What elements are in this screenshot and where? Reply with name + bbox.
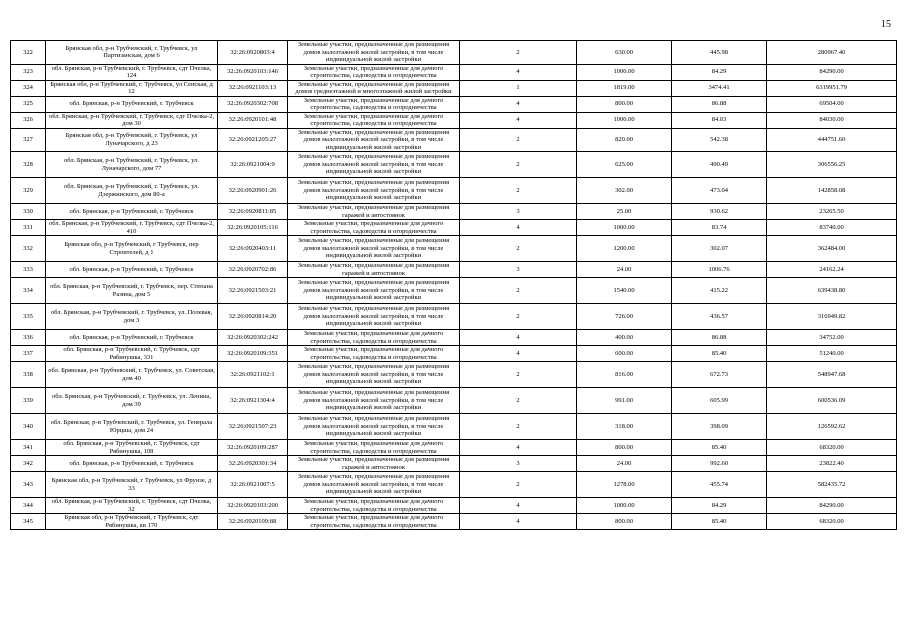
cadastral-number-cell: 32:26:0921007:5: [218, 472, 288, 498]
row-number-cell: 341: [11, 440, 46, 456]
group-cell: 2: [460, 41, 577, 65]
row-number-cell: 330: [11, 204, 46, 220]
specific-value-cell: 85.40: [672, 440, 767, 456]
area-cell: 630.00: [577, 41, 672, 65]
group-cell: 4: [460, 330, 577, 346]
specific-value-cell: 930.62: [672, 204, 767, 220]
table-row: [11, 178, 897, 204]
cadastral-value-cell: 84290.00: [767, 498, 897, 514]
group-cell: 2: [460, 152, 577, 178]
table-row: [11, 128, 897, 152]
cadastral-value-cell: 83740.00: [767, 220, 897, 236]
group-cell: 3: [460, 204, 577, 220]
cadastral-number-cell: 32:26:0920103:200: [218, 498, 288, 514]
address-cell: обл. Брянская, р-н Трубчевский, г. Трубчевск, сдт Пчелка, 32: [46, 498, 218, 514]
table-row: [11, 514, 897, 530]
table-row: [11, 236, 897, 262]
land-use-cell: Земельные участки, предназначенные для дачного строительства, садоводства и огородничества: [288, 112, 460, 128]
address-cell: обл. Брянская, р-н Трубчевский, г. Трубчевск, пер. Степана Разина, дом 5: [46, 278, 218, 304]
specific-value-cell: 455.74: [672, 472, 767, 498]
cadastral-table: [10, 40, 897, 530]
specific-value-cell: 473.04: [672, 178, 767, 204]
group-cell: 2: [460, 304, 577, 330]
group-cell: 2: [460, 414, 577, 440]
area-cell: 1200.00: [577, 236, 672, 262]
address-cell: обл. Брянская, р-н Трубчевский, г. Трубчевск, сдт Рябинушка, 331: [46, 346, 218, 362]
table-row: [11, 220, 897, 236]
table-row: [11, 278, 897, 304]
specific-value-cell: 302.07: [672, 236, 767, 262]
row-number-cell: 334: [11, 278, 46, 304]
land-use-cell: Земельные участки, предназначенные для дачного строительства, садоводства и огородничества: [288, 440, 460, 456]
row-number-cell: 338: [11, 362, 46, 388]
cadastral-number-cell: 32:26:0921004:9: [218, 152, 288, 178]
specific-value-cell: 84.29: [672, 498, 767, 514]
address-cell: обл. Брянская, р-н Трубчевский, г. Трубчевск, ул. Советская, дом 40: [46, 362, 218, 388]
cadastral-number-cell: 32:26:0920103:146: [218, 64, 288, 80]
specific-value-cell: 398.09: [672, 414, 767, 440]
cadastral-value-cell: 444751.60: [767, 128, 897, 152]
land-use-cell: Земельные участки, предназначенные для размещения домов малоэтажной жилой застройки, в том числе индивидуальной жилой застройки: [288, 41, 460, 65]
cadastral-value-cell: 306556.25: [767, 152, 897, 178]
address-cell: обл. Брянская, р-н Трубчевский, г. Трубчевск: [46, 456, 218, 472]
table-row: [11, 472, 897, 498]
land-use-cell: Земельные участки, предназначенные для дачного строительства, садоводства и огородничества: [288, 96, 460, 112]
address-cell: обл. Брянская, р-н Трубчевский, г. Трубчевск, сдт Пчелка, 124: [46, 64, 218, 80]
group-cell: 4: [460, 220, 577, 236]
cadastral-value-cell: 51240.00: [767, 346, 897, 362]
table-row: [11, 204, 897, 220]
row-number-cell: 329: [11, 178, 46, 204]
row-number-cell: 344: [11, 498, 46, 514]
group-cell: 4: [460, 498, 577, 514]
cadastral-number-cell: 32:26:0921103:13: [218, 80, 288, 96]
table-row: [11, 64, 897, 80]
land-use-cell: Земельные участки, предназначенные для дачного строительства, садоводства и огородничества: [288, 346, 460, 362]
group-cell: 2: [460, 128, 577, 152]
area-cell: 1819.00: [577, 80, 672, 96]
cadastral-value-cell: 582435.72: [767, 472, 897, 498]
address-cell: Брянская обл, р-н Трубчевский, г Трубчевск, пер Строителей, д 1: [46, 236, 218, 262]
specific-value-cell: 542.38: [672, 128, 767, 152]
group-cell: 2: [460, 236, 577, 262]
land-use-cell: Земельные участки, предназначенные для дачного строительства, садоводства и огородничества: [288, 498, 460, 514]
area-cell: 600.00: [577, 346, 672, 362]
cadastral-value-cell: 639438.80: [767, 278, 897, 304]
area-cell: 24.00: [577, 262, 672, 278]
table-row: [11, 112, 897, 128]
address-cell: обл. Брянская, р-н Трубчевский, г. Трубчевск, сдт Пчелка-2, дом 30: [46, 112, 218, 128]
group-cell: 2: [460, 388, 577, 414]
cadastral-value-cell: 362484.00: [767, 236, 897, 262]
table-row: [11, 262, 897, 278]
land-use-cell: Земельные участки, предназначенные для размещения домов малоэтажной жилой застройки, в том числе индивидуальной жилой застройки: [288, 362, 460, 388]
area-cell: 726.00: [577, 304, 672, 330]
address-cell: обл. Брянская, р-н Трубчевский, г. Трубчевск, ул. Ленина, дом 39: [46, 388, 218, 414]
cadastral-number-cell: 32:26:0921503:21: [218, 278, 288, 304]
area-cell: 800.00: [577, 96, 672, 112]
row-number-cell: 326: [11, 112, 46, 128]
cadastral-number-cell: 32:26:0920105:116: [218, 220, 288, 236]
cadastral-value-cell: 84290.00: [767, 64, 897, 80]
group-cell: 3: [460, 456, 577, 472]
table-row: [11, 346, 897, 362]
cadastral-value-cell: 548947.68: [767, 362, 897, 388]
address-cell: обл. Брянская, р-н Трубчевский, г. Трубчевск, сдт Пчелка-2, 410: [46, 220, 218, 236]
cadastral-number-cell: 32:26:0921304:4: [218, 388, 288, 414]
address-cell: обл. Брянская, р-н Трубчевский, г. Трубчевск: [46, 96, 218, 112]
specific-value-cell: 84.29: [672, 64, 767, 80]
cadastral-number-cell: 32:26:0920109:351: [218, 346, 288, 362]
address-cell: Брянская обл, р-н Трубчевский, г. Трубчевск, ул Партизанская, дом 6: [46, 41, 218, 65]
cadastral-number-cell: 32:26:0920901:26: [218, 178, 288, 204]
cadastral-number-cell: 32:26:0920814:20: [218, 304, 288, 330]
cadastral-value-cell: 68320.00: [767, 514, 897, 530]
row-number-cell: 332: [11, 236, 46, 262]
land-use-cell: Земельные участки, предназначенные для размещения домов среднеэтажной и многоэтажной жилой застройки: [288, 80, 460, 96]
specific-value-cell: 415.22: [672, 278, 767, 304]
group-cell: 4: [460, 64, 577, 80]
page-number: 15: [881, 19, 891, 30]
address-cell: Брянская обл, р-н Трубчевский, г Трубчевск, сдт Рябинушка, кв 170: [46, 514, 218, 530]
cadastral-value-cell: 126592.62: [767, 414, 897, 440]
area-cell: 991.00: [577, 388, 672, 414]
specific-value-cell: 86.88: [672, 96, 767, 112]
group-cell: 2: [460, 278, 577, 304]
cadastral-number-cell: 32:26:0920302:708: [218, 96, 288, 112]
cadastral-value-cell: 280967.40: [767, 41, 897, 65]
group-cell: 2: [460, 362, 577, 388]
cadastral-number-cell: 32:26:0920109:88: [218, 514, 288, 530]
cadastral-number-cell: 32:26:0921205:27: [218, 128, 288, 152]
table-row: [11, 330, 897, 346]
table-row: [11, 304, 897, 330]
land-use-cell: Земельные участки, предназначенные для размещения домов малоэтажной жилой застройки, в том числе индивидуальной жилой застройки: [288, 178, 460, 204]
address-cell: обл. Брянская, р-н Трубчевский, г. Трубчевск: [46, 330, 218, 346]
area-cell: 1000.00: [577, 498, 672, 514]
specific-value-cell: 992.60: [672, 456, 767, 472]
land-use-cell: Земельные участки, предназначенные для дачного строительства, садоводства и огородничества: [288, 220, 460, 236]
cadastral-number-cell: 32:26:0920109:287: [218, 440, 288, 456]
area-cell: 1278.00: [577, 472, 672, 498]
area-cell: 1000.00: [577, 64, 672, 80]
cadastral-value-cell: 34752.00: [767, 330, 897, 346]
address-cell: обл. Брянская, р-н Трубчевский, г. Трубчевск, сдт Рябинушка, 108: [46, 440, 218, 456]
cadastral-value-cell: 600536.09: [767, 388, 897, 414]
table-row: [11, 362, 897, 388]
cadastral-value-cell: 84030.00: [767, 112, 897, 128]
group-cell: 2: [460, 178, 577, 204]
area-cell: 1540.00: [577, 278, 672, 304]
specific-value-cell: 85.40: [672, 514, 767, 530]
specific-value-cell: 86.88: [672, 330, 767, 346]
row-number-cell: 343: [11, 472, 46, 498]
row-number-cell: 328: [11, 152, 46, 178]
land-use-cell: Земельные участки, предназначенные для размещения домов малоэтажной жилой застройки, в том числе индивидуальной жилой застройки: [288, 472, 460, 498]
address-cell: обл. Брянская, р-н Трубчевский, г. Трубчевск, ул. Луначарского, дом 77: [46, 152, 218, 178]
table-row: [11, 41, 897, 65]
row-number-cell: 325: [11, 96, 46, 112]
specific-value-cell: 3474.41: [672, 80, 767, 96]
cadastral-number-cell: 32:26:0920702:86: [218, 262, 288, 278]
group-cell: 1: [460, 80, 577, 96]
cadastral-number-cell: 32:26:0921507:23: [218, 414, 288, 440]
address-cell: обл. Брянская, р-н Трубчевский, г. Трубчевск, ул. Полевая, дом 3: [46, 304, 218, 330]
row-number-cell: 342: [11, 456, 46, 472]
group-cell: 2: [460, 472, 577, 498]
area-cell: 318.00: [577, 414, 672, 440]
land-use-cell: Земельные участки, предназначенные для размещения гаражей и автостоянок: [288, 262, 460, 278]
row-number-cell: 331: [11, 220, 46, 236]
land-use-cell: Земельные участки, предназначенные для размещения домов малоэтажной жилой застройки, в том числе индивидуальной жилой застройки: [288, 388, 460, 414]
group-cell: 4: [460, 440, 577, 456]
row-number-cell: 337: [11, 346, 46, 362]
area-cell: 25.00: [577, 204, 672, 220]
cadastral-value-cell: 142858.08: [767, 178, 897, 204]
land-use-cell: Земельные участки, предназначенные для размещения домов малоэтажной жилой застройки, в том числе индивидуальной жилой застройки: [288, 128, 460, 152]
address-cell: Брянская обл, р-н Трубчевский, г Трубчевск, ул Фрунзе, д 33: [46, 472, 218, 498]
group-cell: 3: [460, 262, 577, 278]
specific-value-cell: 85.40: [672, 346, 767, 362]
specific-value-cell: 436.57: [672, 304, 767, 330]
land-use-cell: Земельные участки, предназначенные для размещения домов малоэтажной жилой застройки, в том числе индивидуальной жилой застройки: [288, 304, 460, 330]
table-row: [11, 388, 897, 414]
table-row: [11, 96, 897, 112]
table-row: [11, 80, 897, 96]
specific-value-cell: 490.49: [672, 152, 767, 178]
address-cell: обл. Брянская, р-н Трубчевский, г. Трубчевск, ул. Генерала Юрцша, дом 24: [46, 414, 218, 440]
land-use-cell: Земельные участки, предназначенные для дачного строительства, садоводства и огородничества: [288, 514, 460, 530]
area-cell: 1000.00: [577, 112, 672, 128]
land-use-cell: Земельные участки, предназначенные для размещения гаражей и автостоянок: [288, 456, 460, 472]
specific-value-cell: 1006.76: [672, 262, 767, 278]
group-cell: 4: [460, 96, 577, 112]
area-cell: 820.00: [577, 128, 672, 152]
land-use-cell: Земельные участки, предназначенные для дачного строительства, садоводства и огородничества: [288, 64, 460, 80]
area-cell: 24.00: [577, 456, 672, 472]
row-number-cell: 345: [11, 514, 46, 530]
cadastral-number-cell: 32:26:0920302:242: [218, 330, 288, 346]
area-cell: 1000.00: [577, 220, 672, 236]
area-cell: 800.00: [577, 440, 672, 456]
table-row: [11, 456, 897, 472]
table-row: [11, 440, 897, 456]
address-cell: обл. Брянская, р-н Трубчевский, г. Трубчевск: [46, 262, 218, 278]
address-cell: обл. Брянская, р-н Трубчевский, г. Трубчевск, ул. Дзержинского, дом 80-а: [46, 178, 218, 204]
address-cell: обл. Брянская, р-н Трубчевский, г. Трубчевск: [46, 204, 218, 220]
land-use-cell: Земельные участки, предназначенные для размещения домов малоэтажной жилой застройки, в том числе индивидуальной жилой застройки: [288, 278, 460, 304]
land-use-cell: Земельные участки, предназначенные для размещения домов малоэтажной жилой застройки, в том числе индивидуальной жилой застройки: [288, 152, 460, 178]
cadastral-number-cell: 32:26:0920301:34: [218, 456, 288, 472]
area-cell: 800.00: [577, 514, 672, 530]
area-cell: 816.00: [577, 362, 672, 388]
row-number-cell: 322: [11, 41, 46, 65]
cadastral-value-cell: 69504.00: [767, 96, 897, 112]
land-use-cell: Земельные участки, предназначенные для размещения гаражей и автостоянок: [288, 204, 460, 220]
land-use-cell: Земельные участки, предназначенные для дачного строительства, садоводства и огородничества: [288, 330, 460, 346]
group-cell: 4: [460, 514, 577, 530]
cadastral-number-cell: 32:26:0920403:11: [218, 236, 288, 262]
row-number-cell: 324: [11, 80, 46, 96]
cadastral-value-cell: 6319951.79: [767, 80, 897, 96]
cadastral-number-cell: 32:26:0920811:85: [218, 204, 288, 220]
area-cell: 302.00: [577, 178, 672, 204]
table-row: [11, 498, 897, 514]
table-row: [11, 414, 897, 440]
specific-value-cell: 83.74: [672, 220, 767, 236]
group-cell: 4: [460, 346, 577, 362]
address-cell: Брянская обл, р-н Трубчевский, г. Трубчевск, ул Луначарского, д 23: [46, 128, 218, 152]
specific-value-cell: 445.98: [672, 41, 767, 65]
row-number-cell: 336: [11, 330, 46, 346]
cadastral-value-cell: 23265.50: [767, 204, 897, 220]
cadastral-number-cell: 32:26:0921102:1: [218, 362, 288, 388]
row-number-cell: 340: [11, 414, 46, 440]
row-number-cell: 333: [11, 262, 46, 278]
cadastral-value-cell: 68320.00: [767, 440, 897, 456]
cadastral-value-cell: 316949.82: [767, 304, 897, 330]
row-number-cell: 323: [11, 64, 46, 80]
group-cell: 4: [460, 112, 577, 128]
specific-value-cell: 605.99: [672, 388, 767, 414]
row-number-cell: 339: [11, 388, 46, 414]
area-cell: 625.00: [577, 152, 672, 178]
table-row: [11, 152, 897, 178]
land-use-cell: Земельные участки, предназначенные для размещения домов малоэтажной жилой застройки, в том числе индивидуальной жилой застройки: [288, 236, 460, 262]
cadastral-value-cell: 24162.24: [767, 262, 897, 278]
specific-value-cell: 672.73: [672, 362, 767, 388]
table-body: [11, 41, 897, 530]
cadastral-value-cell: 23822.40: [767, 456, 897, 472]
area-cell: 400.00: [577, 330, 672, 346]
row-number-cell: 335: [11, 304, 46, 330]
land-use-cell: Земельные участки, предназначенные для размещения домов малоэтажной жилой застройки, в том числе индивидуальной жилой застройки: [288, 414, 460, 440]
cadastral-number-cell: 32:26:0920803:4: [218, 41, 288, 65]
cadastral-number-cell: 32:26:0920101:48: [218, 112, 288, 128]
address-cell: Брянская обл, р-н Трубчевский, г. Трубчевск, ул Сенская, д 12: [46, 80, 218, 96]
row-number-cell: 327: [11, 128, 46, 152]
specific-value-cell: 84.03: [672, 112, 767, 128]
